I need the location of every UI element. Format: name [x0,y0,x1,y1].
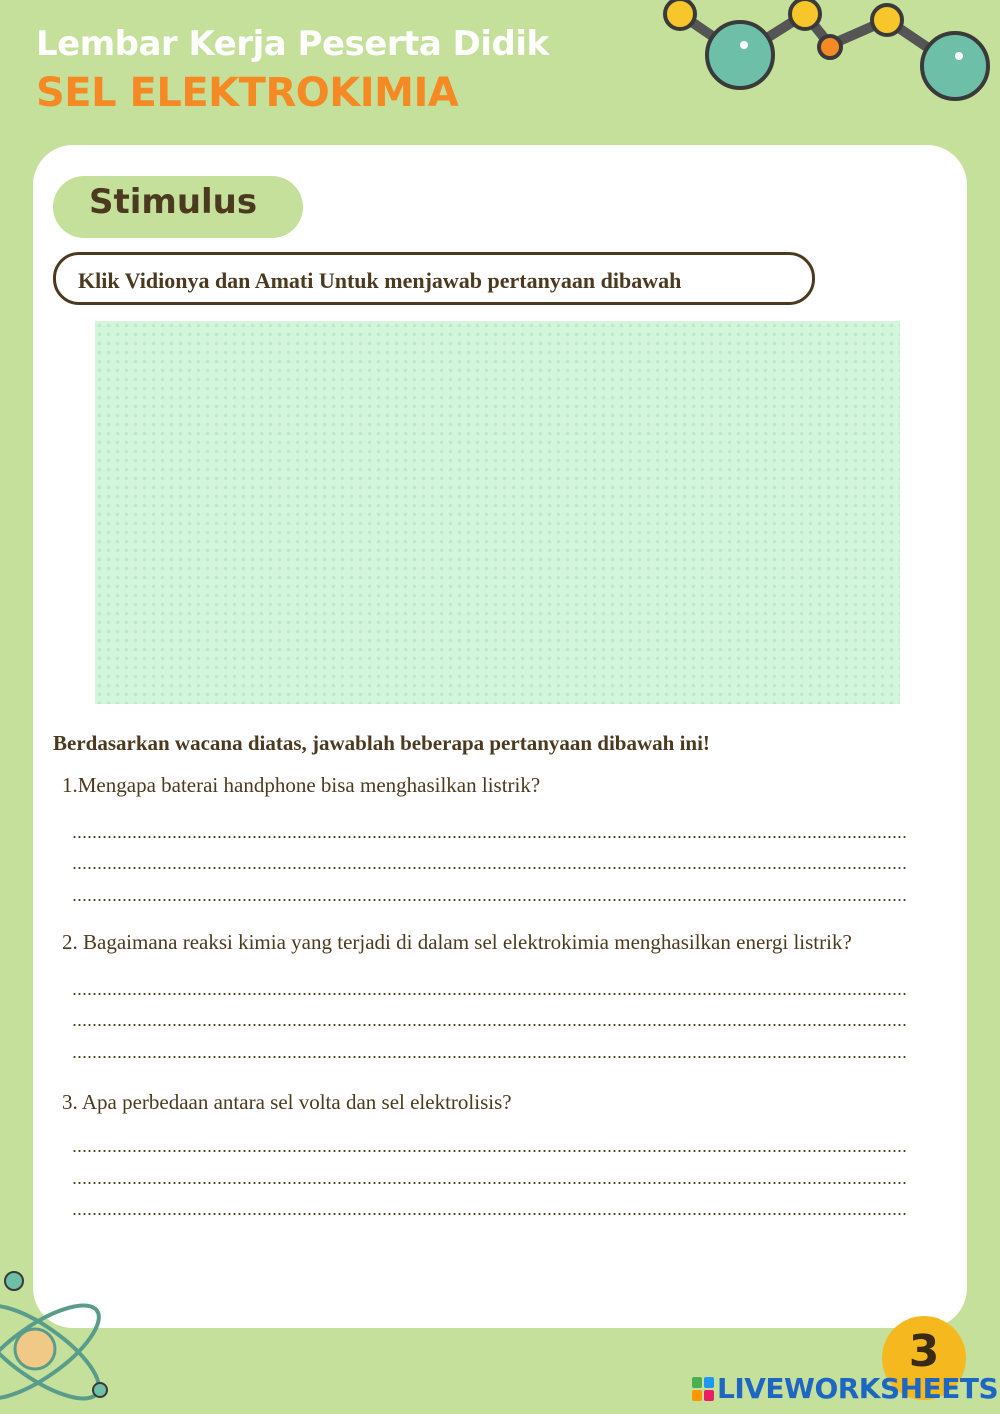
page-number: 3 [908,1326,940,1377]
answer-line[interactable] [72,899,906,901]
liveworksheets-text: LIVEWORKSHEETS [717,1372,999,1405]
answer-line[interactable] [72,993,906,995]
liveworksheets-logo-icon [692,1377,714,1401]
atom-icon [0,1262,120,1414]
question-3: 3. Apa perbedaan antara sel volta dan sel elektrolisis? [62,1090,512,1114]
video-player[interactable] [95,321,900,704]
answer-line[interactable] [72,836,906,838]
header-title: SEL ELEKTROKIMIA [36,70,459,116]
answer-line[interactable] [72,1213,906,1215]
questions-intro: Berdasarkan wacana diatas, jawablah beberapa pertanyaan dibawah ini! [53,731,710,755]
section-label-text: Stimulus [89,182,258,222]
answer-line[interactable] [72,1150,906,1152]
instruction-text: Klik Vidionya dan Amati Untuk menjawab pertanyaan dibawah [78,268,682,293]
answer-line[interactable] [72,1182,906,1184]
answer-line[interactable] [72,1056,906,1058]
header-subtitle: Lembar Kerja Peserta Didik [36,24,549,64]
section-label [53,176,303,238]
question-2: 2. Bagaimana reaksi kimia yang terjadi di dalam sel elektrokimia menghasilkan energi listrik? [62,930,852,954]
molecule-icon [650,0,1000,110]
answer-line[interactable] [72,1024,906,1026]
instruction-box [53,252,815,305]
question-1: 1.Mengapa baterai handphone bisa menghasilkan listrik? [62,773,541,797]
answer-line[interactable] [72,867,906,869]
